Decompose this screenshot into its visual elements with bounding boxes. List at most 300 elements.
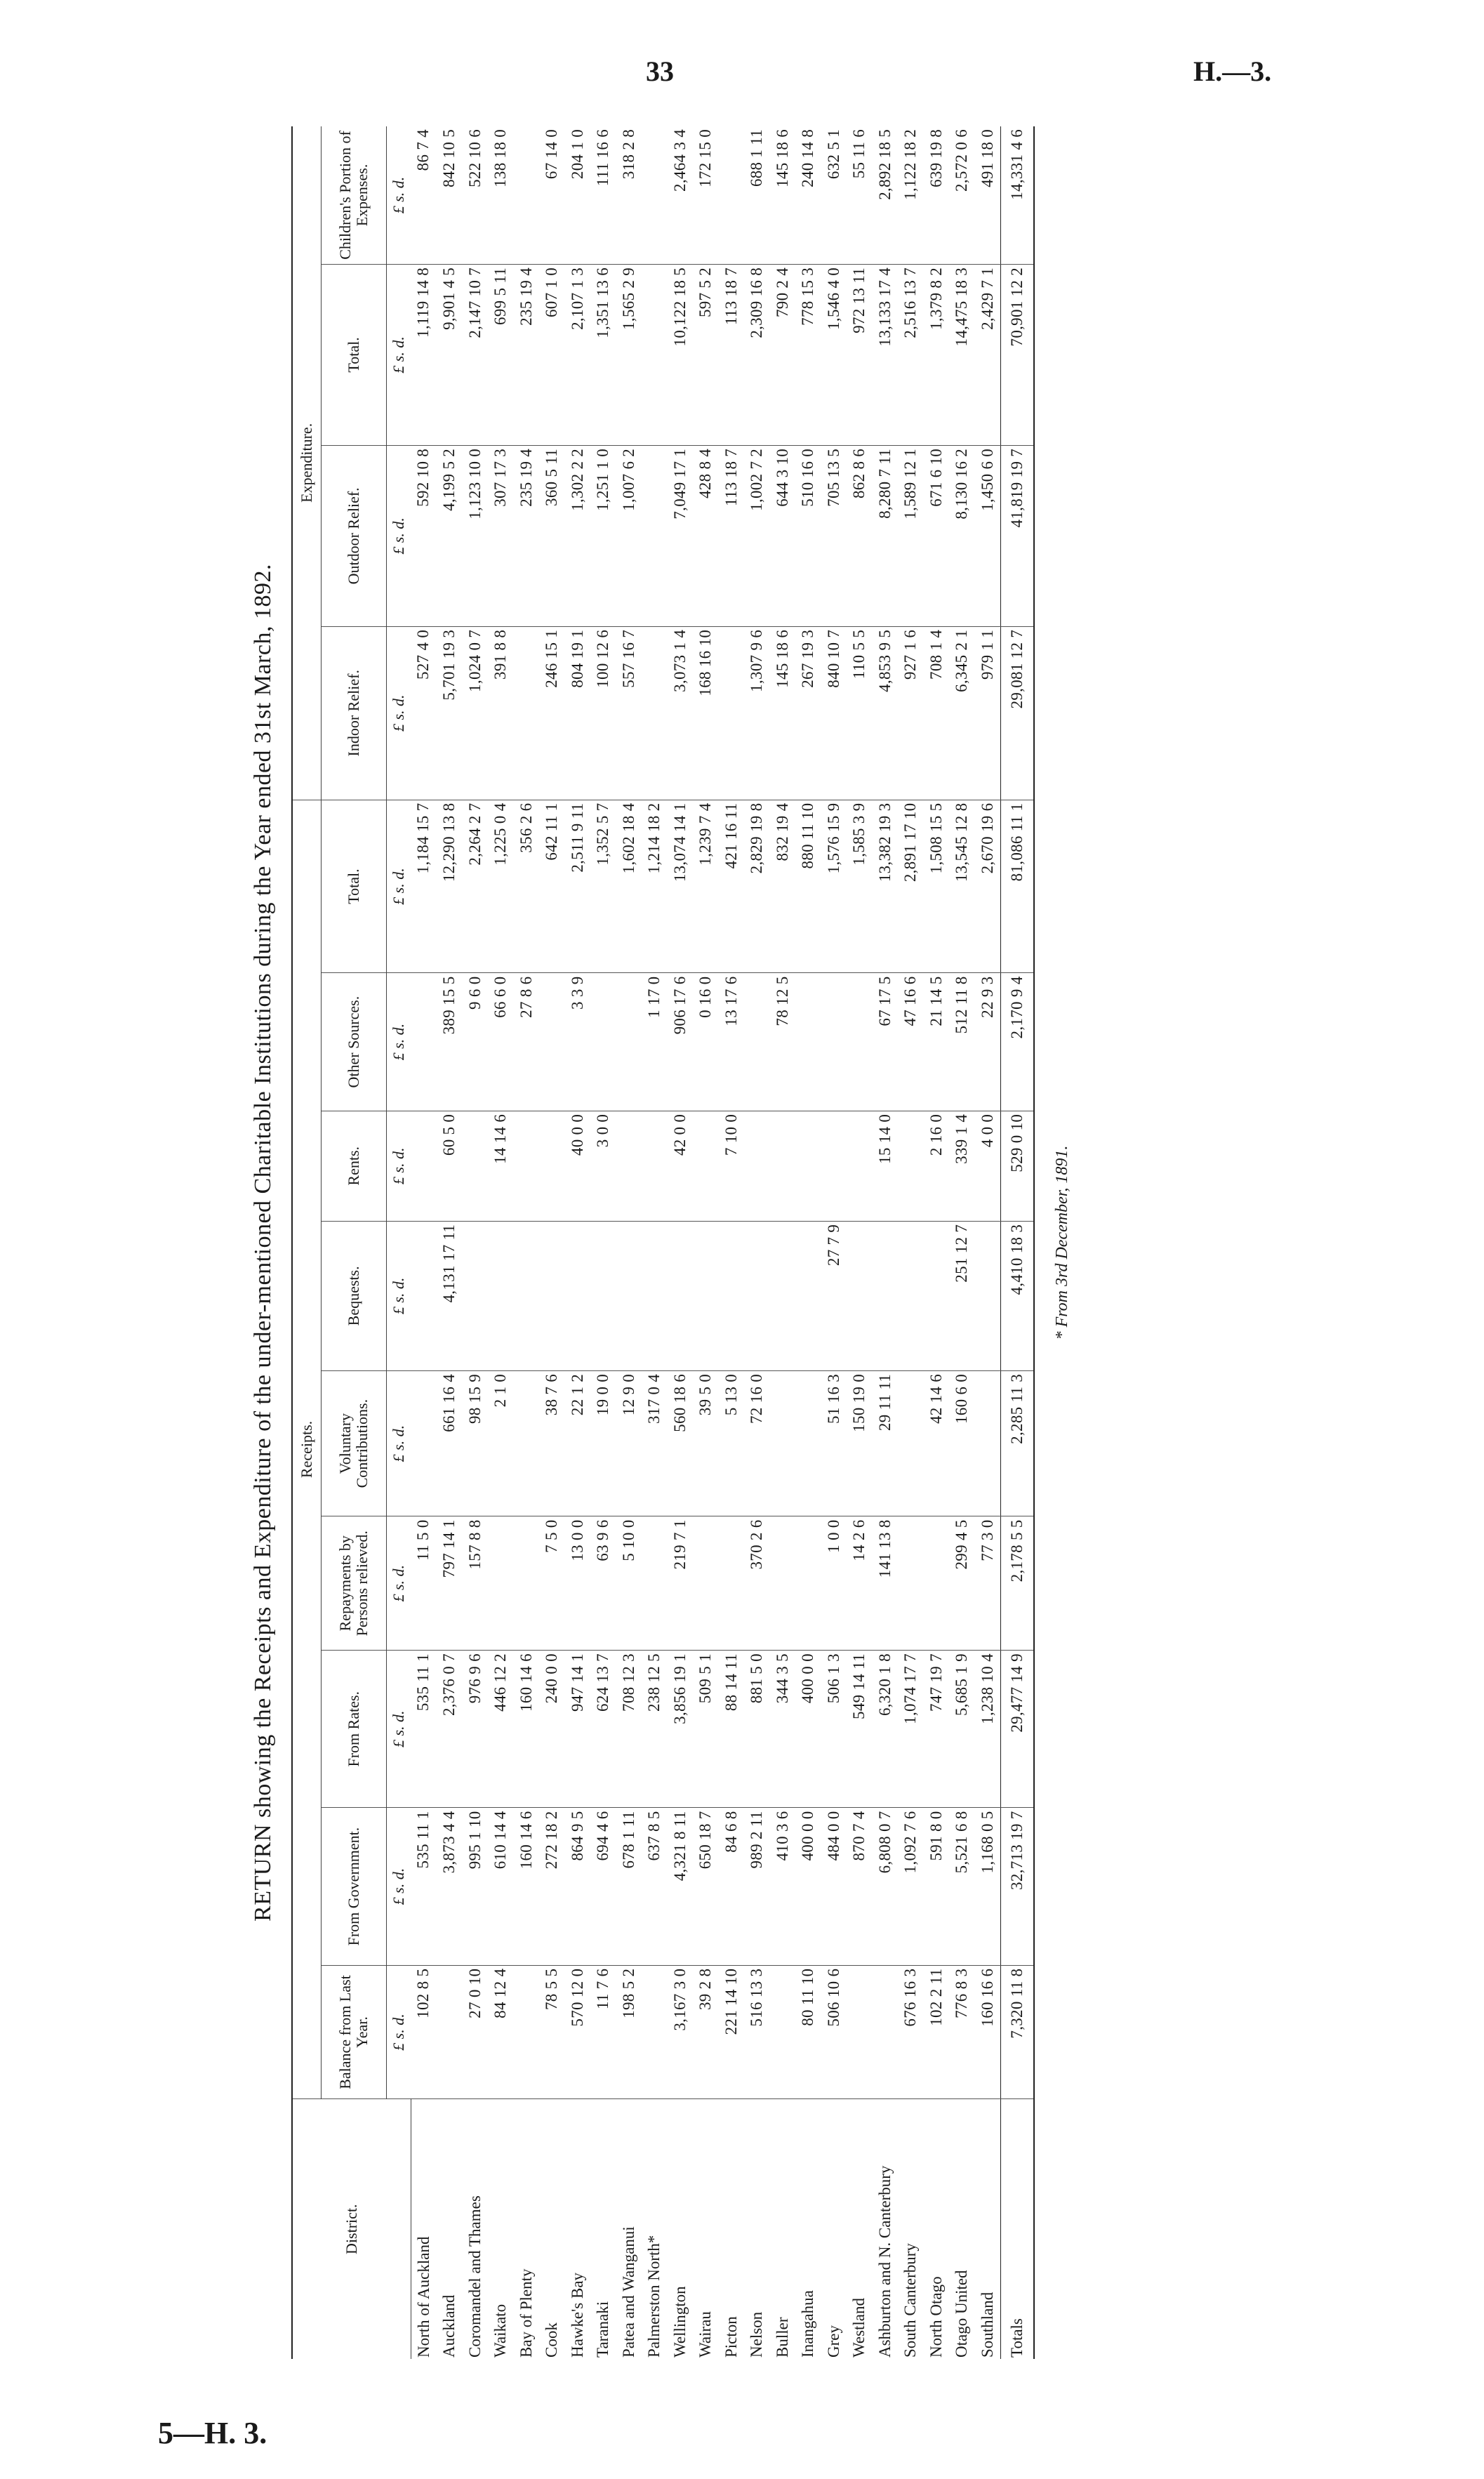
cell-rates: 2,376 0 7 <box>437 1651 463 1808</box>
cell-balance: 11 7 6 <box>590 1965 616 2099</box>
district-name: Taranaki <box>594 2301 611 2358</box>
cell-total-receipts: 12,290 13 8 <box>437 800 463 973</box>
cell-total-receipts: 2,511 9 11 <box>565 800 591 973</box>
total-rents: 529 0 10 <box>1001 1111 1035 1221</box>
cell-rents <box>514 1111 540 1221</box>
cell-government: 84 6 8 <box>719 1808 745 1965</box>
table-row <box>719 126 745 2359</box>
cell-bequests <box>693 1221 719 1370</box>
cell-indoor: 391 8 8 <box>488 626 514 800</box>
col-district: District. <box>292 2099 411 2359</box>
cell-repayments <box>488 1516 514 1651</box>
cell-rents <box>642 1111 668 1221</box>
cell-repayments: 797 14 1 <box>437 1516 463 1651</box>
cell-voluntary: 160 6 0 <box>949 1370 975 1516</box>
district-name: Waikato <box>491 2303 509 2358</box>
cell-other: 906 17 6 <box>668 973 694 1111</box>
table-row <box>795 126 821 2359</box>
cell-repayments: 63 9 6 <box>590 1516 616 1651</box>
cell-bequests <box>539 1221 565 1370</box>
cell-repayments <box>898 1516 924 1651</box>
cell-indoor: 979 1 1 <box>975 626 1001 800</box>
cell-rents: 40 0 0 <box>565 1111 591 1221</box>
district-name: Inangahua <box>799 2290 816 2358</box>
cell-outdoor: 1,251 1 0 <box>590 445 616 626</box>
cell-government: 1,092 7 6 <box>898 1808 924 1965</box>
unit-label: £ s. d. <box>387 973 411 1111</box>
cell-total-expenditure: 699 5 11 <box>488 264 514 445</box>
cell-total-receipts: 1,184 15 7 <box>411 800 437 973</box>
total-children: 14,331 4 6 <box>1001 126 1035 264</box>
col-outdoor: Outdoor Relief. <box>322 445 387 626</box>
total-balance: 7,320 11 8 <box>1001 1965 1035 2099</box>
cell-bequests <box>488 1221 514 1370</box>
cell-repayments <box>770 1516 796 1651</box>
cell-total-expenditure: 597 5 2 <box>693 264 719 445</box>
cell-rates: 240 0 0 <box>539 1651 565 1808</box>
table-row <box>873 126 899 2359</box>
cell-total-expenditure: 1,565 2 9 <box>616 264 642 445</box>
cell-other: 78 12 5 <box>770 973 796 1111</box>
cell-rents <box>463 1111 489 1221</box>
cell-outdoor <box>642 445 668 626</box>
cell-other: 0 16 0 <box>693 973 719 1111</box>
total-rates: 29,477 14 9 <box>1001 1651 1035 1808</box>
cell-children: 318 2 8 <box>616 126 642 264</box>
cell-balance: 78 5 5 <box>539 1965 565 2099</box>
cell-total-receipts: 880 11 10 <box>795 800 821 973</box>
cell-voluntary <box>898 1370 924 1516</box>
cell-bequests: 27 7 9 <box>821 1221 847 1370</box>
cell-voluntary: 12 9 0 <box>616 1370 642 1516</box>
cell-other: 512 11 8 <box>949 973 975 1111</box>
cell-bequests <box>668 1221 694 1370</box>
cell-repayments: 7 5 0 <box>539 1516 565 1651</box>
cell-rates: 1,074 17 7 <box>898 1651 924 1808</box>
cell-voluntary: 150 19 0 <box>847 1370 873 1516</box>
table-row <box>770 126 796 2359</box>
district-name: Nelson <box>748 2311 765 2358</box>
cell-children: 172 15 0 <box>693 126 719 264</box>
cell-total-receipts: 1,225 0 4 <box>488 800 514 973</box>
cell-government: 694 4 6 <box>590 1808 616 1965</box>
cell-bequests <box>924 1221 950 1370</box>
district-name: North of Auckland <box>414 2236 432 2358</box>
cell-other <box>539 973 565 1111</box>
cell-repayments: 14 2 6 <box>847 1516 873 1651</box>
cell-outdoor: 113 18 7 <box>719 445 745 626</box>
total-outdoor: 41,819 19 7 <box>1001 445 1035 626</box>
cell-government: 400 0 0 <box>795 1808 821 1965</box>
cell-voluntary: 51 16 3 <box>821 1370 847 1516</box>
cell-rents <box>539 1111 565 1221</box>
col-balance: Balance from Last Year. <box>322 1965 387 2099</box>
unit-label: £ s. d. <box>387 800 411 973</box>
cell-bequests <box>873 1221 899 1370</box>
cell-total-receipts: 13,074 14 1 <box>668 800 694 973</box>
district-name: North Otago <box>927 2276 945 2358</box>
cell-children: 1,122 18 2 <box>898 126 924 264</box>
cell-other <box>821 973 847 1111</box>
cell-children: 204 1 0 <box>565 126 591 264</box>
cell-balance: 102 2 11 <box>924 1965 950 2099</box>
cell-total-expenditure: 1,546 4 0 <box>821 264 847 445</box>
table-row <box>590 126 616 2359</box>
cell-rates: 881 5 0 <box>744 1651 770 1808</box>
table-row <box>514 126 540 2359</box>
cell-indoor: 6,345 2 1 <box>949 626 975 800</box>
cell-bequests <box>770 1221 796 1370</box>
cell-balance <box>770 1965 796 2099</box>
district-name: Palmerston North* <box>645 2235 663 2358</box>
cell-total-receipts: 1,508 15 5 <box>924 800 950 973</box>
cell-government: 864 9 5 <box>565 1808 591 1965</box>
cell-total-expenditure: 113 18 7 <box>719 264 745 445</box>
cell-outdoor: 1,123 10 0 <box>463 445 489 626</box>
cell-bequests <box>975 1221 1001 1370</box>
cell-other: 47 16 6 <box>898 973 924 1111</box>
cell-total-expenditure: 972 13 11 <box>847 264 873 445</box>
cell-total-expenditure: 778 15 3 <box>795 264 821 445</box>
cell-rents <box>770 1111 796 1221</box>
table-row <box>668 126 694 2359</box>
cell-total-expenditure: 2,147 10 7 <box>463 264 489 445</box>
footer-code: 5—H. 3. <box>158 2416 267 2450</box>
table-row <box>565 126 591 2359</box>
cell-repayments: 299 4 5 <box>949 1516 975 1651</box>
district-name: Bay of Plenty <box>517 2268 535 2358</box>
cell-balance: 80 11 10 <box>795 1965 821 2099</box>
cell-total-receipts: 642 11 1 <box>539 800 565 973</box>
cell-total-expenditure: 1,351 13 6 <box>590 264 616 445</box>
cell-rates: 344 3 5 <box>770 1651 796 1808</box>
cell-children: 86 7 4 <box>411 126 437 264</box>
cell-children: 55 11 6 <box>847 126 873 264</box>
district-name: Ashburton and N. Canterbury <box>875 2165 894 2358</box>
cell-indoor: 1,307 9 6 <box>744 626 770 800</box>
cell-balance <box>847 1965 873 2099</box>
cell-government: 160 14 6 <box>514 1808 540 1965</box>
rotated-return-table <box>235 126 1302 2359</box>
cell-rents <box>411 1111 437 1221</box>
cell-children: 111 16 6 <box>590 126 616 264</box>
cell-bequests <box>463 1221 489 1370</box>
cell-voluntary: 42 14 6 <box>924 1370 950 1516</box>
cell-government: 1,168 0 5 <box>975 1808 1001 1965</box>
cell-government: 870 7 4 <box>847 1808 873 1965</box>
cell-other: 66 6 0 <box>488 973 514 1111</box>
cell-rents: 2 16 0 <box>924 1111 950 1221</box>
total-voluntary: 2,285 11 3 <box>1001 1370 1035 1516</box>
cell-other <box>590 973 616 1111</box>
cell-outdoor: 8,130 16 2 <box>949 445 975 626</box>
cell-rates: 947 14 1 <box>565 1651 591 1808</box>
unit-label: £ s. d. <box>387 1111 411 1221</box>
cell-indoor: 168 16 10 <box>693 626 719 800</box>
cell-balance: 676 16 3 <box>898 1965 924 2099</box>
cell-children: 842 10 5 <box>437 126 463 264</box>
cell-other <box>744 973 770 1111</box>
cell-bequests <box>514 1221 540 1370</box>
cell-children <box>719 126 745 264</box>
district-name: Buller <box>773 2317 791 2358</box>
cell-other: 21 14 5 <box>924 973 950 1111</box>
cell-voluntary: 22 1 2 <box>565 1370 591 1516</box>
cell-indoor: 557 16 7 <box>616 626 642 800</box>
cell-outdoor: 1,007 6 2 <box>616 445 642 626</box>
group-expenditure: Expenditure. <box>292 126 322 800</box>
cell-total-expenditure: 1,119 14 8 <box>411 264 437 445</box>
cell-children: 632 5 1 <box>821 126 847 264</box>
cell-outdoor: 235 19 4 <box>514 445 540 626</box>
cell-bequests <box>642 1221 668 1370</box>
cell-total-receipts: 1,352 5 7 <box>590 800 616 973</box>
cell-voluntary: 19 0 0 <box>590 1370 616 1516</box>
district-name: Auckland <box>440 2294 458 2358</box>
col-indoor: Indoor Relief. <box>322 626 387 800</box>
table-row <box>693 126 719 2359</box>
cell-rates: 549 14 11 <box>847 1651 873 1808</box>
cell-children: 240 14 8 <box>795 126 821 264</box>
footnote: * From 3rd December, 1891. <box>1053 1145 1071 1340</box>
cell-rates: 1,238 10 4 <box>975 1651 1001 1808</box>
cell-government: 5,521 6 8 <box>949 1808 975 1965</box>
cell-government: 484 0 0 <box>821 1808 847 1965</box>
unit-label: £ s. d. <box>387 126 411 264</box>
cell-outdoor: 1,450 6 0 <box>975 445 1001 626</box>
unit-label: £ s. d. <box>387 626 411 800</box>
cell-other <box>411 973 437 1111</box>
cell-repayments: 219 7 1 <box>668 1516 694 1651</box>
cell-balance: 102 8 5 <box>411 1965 437 2099</box>
cell-other: 1 17 0 <box>642 973 668 1111</box>
table-row <box>463 126 489 2359</box>
cell-indoor: 5,701 19 3 <box>437 626 463 800</box>
cell-government: 989 2 11 <box>744 1808 770 1965</box>
cell-rates: 3,856 19 1 <box>668 1651 694 1808</box>
cell-total-receipts: 1,239 7 4 <box>693 800 719 973</box>
district-name: Southland <box>978 2292 996 2358</box>
cell-indoor: 840 10 7 <box>821 626 847 800</box>
table-row <box>642 126 668 2359</box>
cell-government: 995 1 10 <box>463 1808 489 1965</box>
cell-bequests <box>590 1221 616 1370</box>
district-name: Patea and Wanganui <box>619 2226 637 2358</box>
cell-voluntary: 39 5 0 <box>693 1370 719 1516</box>
cell-government: 3,873 4 4 <box>437 1808 463 1965</box>
table-row <box>975 126 1001 2359</box>
cell-outdoor: 644 3 10 <box>770 445 796 626</box>
cell-voluntary <box>770 1370 796 1516</box>
unit-label: £ s. d. <box>387 1965 411 2099</box>
cell-indoor: 3,073 1 4 <box>668 626 694 800</box>
cell-children: 688 1 11 <box>744 126 770 264</box>
cell-balance <box>437 1965 463 2099</box>
cell-total-expenditure <box>642 264 668 445</box>
cell-repayments: 157 8 8 <box>463 1516 489 1651</box>
receipts-expenditure-table <box>291 126 1035 2359</box>
cell-indoor: 246 15 1 <box>539 626 565 800</box>
total-government: 32,713 19 7 <box>1001 1808 1035 1965</box>
cell-rates: 708 12 3 <box>616 1651 642 1808</box>
cell-rates: 506 1 3 <box>821 1651 847 1808</box>
cell-rents <box>616 1111 642 1221</box>
cell-children: 138 18 0 <box>488 126 514 264</box>
unit-label: £ s. d. <box>387 1651 411 1808</box>
district-name: South Canterbury <box>901 2243 919 2358</box>
cell-rents: 3 0 0 <box>590 1111 616 1221</box>
cell-rates: 238 12 5 <box>642 1651 668 1808</box>
cell-other: 389 15 5 <box>437 973 463 1111</box>
cell-total-expenditure: 2,107 1 3 <box>565 264 591 445</box>
cell-total-receipts: 1,576 15 9 <box>821 800 847 973</box>
cell-bequests: 4,131 17 11 <box>437 1221 463 1370</box>
col-total-receipts: Total. <box>322 800 387 973</box>
cell-other: 3 3 9 <box>565 973 591 1111</box>
table-row <box>411 126 437 2359</box>
table-row <box>488 126 514 2359</box>
cell-total-expenditure: 2,516 13 7 <box>898 264 924 445</box>
table-title: RETURN showing the Receipts and Expenditure of the under-mentioned Charitable Institutions during the Year ended 31st March, 1892. <box>250 564 276 1922</box>
table-row <box>821 126 847 2359</box>
cell-indoor: 527 4 0 <box>411 626 437 800</box>
cell-indoor: 110 5 5 <box>847 626 873 800</box>
cell-government: 678 1 11 <box>616 1808 642 1965</box>
cell-total-expenditure: 1,379 8 2 <box>924 264 950 445</box>
col-voluntary: Voluntary Contributions. <box>322 1370 387 1516</box>
cell-balance: 84 12 4 <box>488 1965 514 2099</box>
cell-rents <box>821 1111 847 1221</box>
cell-repayments <box>795 1516 821 1651</box>
total-repayments: 2,178 5 5 <box>1001 1516 1035 1651</box>
cell-balance: 3,167 3 0 <box>668 1965 694 2099</box>
cell-rates: 400 0 0 <box>795 1651 821 1808</box>
cell-rents <box>795 1111 821 1221</box>
cell-indoor <box>719 626 745 800</box>
cell-indoor: 927 1 6 <box>898 626 924 800</box>
cell-other: 22 9 3 <box>975 973 1001 1111</box>
cell-balance: 221 14 10 <box>719 1965 745 2099</box>
total-indoor: 29,081 12 7 <box>1001 626 1035 800</box>
col-rents: Rents. <box>322 1111 387 1221</box>
cell-children: 639 19 8 <box>924 126 950 264</box>
table-row <box>898 126 924 2359</box>
cell-children: 145 18 6 <box>770 126 796 264</box>
cell-repayments: 13 0 0 <box>565 1516 591 1651</box>
cell-outdoor: 671 6 10 <box>924 445 950 626</box>
table-row <box>616 126 642 2359</box>
cell-government: 6,808 0 7 <box>873 1808 899 1965</box>
cell-children: 2,892 18 5 <box>873 126 899 264</box>
cell-voluntary: 661 16 4 <box>437 1370 463 1516</box>
cell-rents <box>693 1111 719 1221</box>
cell-balance: 39 2 8 <box>693 1965 719 2099</box>
table-row <box>847 126 873 2359</box>
cell-children: 522 10 6 <box>463 126 489 264</box>
district-name: Wellington <box>670 2286 689 2358</box>
cell-total-expenditure: 607 1 0 <box>539 264 565 445</box>
cell-outdoor: 1,002 7 2 <box>744 445 770 626</box>
cell-outdoor: 592 10 8 <box>411 445 437 626</box>
cell-outdoor: 7,049 17 1 <box>668 445 694 626</box>
cell-rents: 4 0 0 <box>975 1111 1001 1221</box>
cell-voluntary: 98 15 9 <box>463 1370 489 1516</box>
cell-outdoor: 4,199 5 2 <box>437 445 463 626</box>
cell-repayments: 370 2 6 <box>744 1516 770 1651</box>
cell-voluntary <box>975 1370 1001 1516</box>
cell-rates: 747 19 7 <box>924 1651 950 1808</box>
cell-total-receipts: 2,670 19 6 <box>975 800 1001 973</box>
cell-indoor <box>642 626 668 800</box>
cell-indoor: 4,853 9 5 <box>873 626 899 800</box>
cell-outdoor: 360 5 11 <box>539 445 565 626</box>
cell-government: 650 18 7 <box>693 1808 719 1965</box>
cell-outdoor: 1,589 12 1 <box>898 445 924 626</box>
total-total-expenditure: 70,901 12 2 <box>1001 264 1035 445</box>
cell-government: 591 8 0 <box>924 1808 950 1965</box>
cell-voluntary: 2 1 0 <box>488 1370 514 1516</box>
cell-rates: 535 11 1 <box>411 1651 437 1808</box>
page-number: 33 <box>646 55 674 87</box>
cell-indoor: 708 1 4 <box>924 626 950 800</box>
cell-children <box>642 126 668 264</box>
cell-outdoor: 510 16 0 <box>795 445 821 626</box>
table-row <box>539 126 565 2359</box>
cell-other: 27 8 6 <box>514 973 540 1111</box>
cell-other <box>616 973 642 1111</box>
district-name: Hawke's Bay <box>568 2272 586 2358</box>
cell-voluntary <box>411 1370 437 1516</box>
cell-rates: 976 9 6 <box>463 1651 489 1808</box>
table-row <box>924 126 950 2359</box>
cell-total-expenditure: 2,429 7 1 <box>975 264 1001 445</box>
cell-voluntary <box>514 1370 540 1516</box>
cell-voluntary: 72 16 0 <box>744 1370 770 1516</box>
cell-bequests <box>795 1221 821 1370</box>
cell-balance: 506 10 6 <box>821 1965 847 2099</box>
cell-outdoor: 705 13 5 <box>821 445 847 626</box>
cell-rates: 88 14 11 <box>719 1651 745 1808</box>
cell-total-receipts: 421 16 11 <box>719 800 745 973</box>
cell-repayments: 1 0 0 <box>821 1516 847 1651</box>
table-row <box>744 126 770 2359</box>
col-other: Other Sources. <box>322 973 387 1111</box>
district-name: Westland <box>850 2297 868 2358</box>
cell-government: 4,321 8 11 <box>668 1808 694 1965</box>
cell-indoor: 1,024 0 7 <box>463 626 489 800</box>
cell-total-receipts: 13,545 12 8 <box>949 800 975 973</box>
cell-repayments <box>514 1516 540 1651</box>
cell-government: 610 14 4 <box>488 1808 514 1965</box>
cell-repayments <box>693 1516 719 1651</box>
document-code: H.—3. <box>1193 55 1272 87</box>
cell-indoor <box>514 626 540 800</box>
cell-balance: 776 8 3 <box>949 1965 975 2099</box>
unit-label: £ s. d. <box>387 1516 411 1651</box>
cell-total-expenditure: 235 19 4 <box>514 264 540 445</box>
cell-repayments: 141 13 8 <box>873 1516 899 1651</box>
cell-balance: 27 0 10 <box>463 1965 489 2099</box>
district-name: Otago United <box>953 2270 970 2358</box>
cell-children: 491 18 0 <box>975 126 1001 264</box>
cell-total-receipts: 2,891 17 10 <box>898 800 924 973</box>
cell-voluntary: 38 7 6 <box>539 1370 565 1516</box>
cell-total-expenditure: 10,122 18 5 <box>668 264 694 445</box>
district-name: Wairau <box>696 2311 714 2358</box>
cell-indoor: 145 18 6 <box>770 626 796 800</box>
cell-repayments <box>642 1516 668 1651</box>
cell-other: 67 17 5 <box>873 973 899 1111</box>
